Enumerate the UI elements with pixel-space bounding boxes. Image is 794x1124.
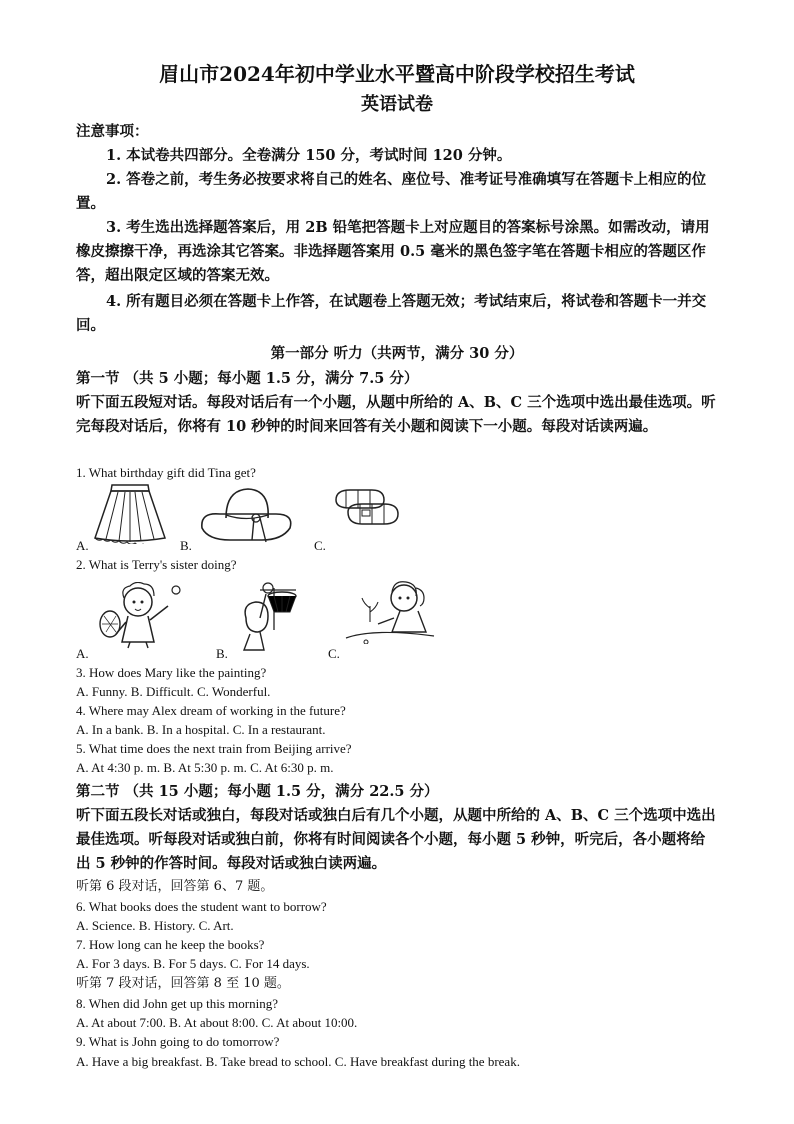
q1-option-a: A. <box>76 538 89 553</box>
section1-instruction: 听下面五段短对话。每段对话后有一个小题，从题中所给的 A、B、C 三个选项中选出最佳选项。听完每段对话后，你将有 10 秒钟的时间来回答有关小题和阅读下一小题。每段对话读两遍。 <box>76 394 716 435</box>
sandals-image <box>332 486 404 532</box>
notice-item-1: 1. 本试卷共四部分。全卷满分 150 分，考试时间 120 分钟。 <box>106 147 512 164</box>
girl-basketball-image <box>230 582 312 652</box>
section2-heading: 第二节 （共 15 小题；每小题 1.5 分，满分 22.5 分） <box>76 783 439 800</box>
girl-tennis-image <box>94 582 186 650</box>
q2-option-a: A. <box>76 646 89 661</box>
question-3: 3. How does Mary like the painting? <box>76 665 267 680</box>
question-7: 7. How long can he keep the books? <box>76 937 265 952</box>
question-8-options: A. At about 7:00. B. At about 8:00. C. At about 10:00. <box>76 1015 358 1030</box>
part1-heading: 第一部分 听力（共两节，满分 30 分） <box>270 345 524 362</box>
question-6-options: A. Science. B. History. C. Art. <box>76 918 234 933</box>
q2-option-b: B. <box>216 646 228 661</box>
notice-heading: 注意事项： <box>76 123 149 140</box>
hat-image <box>196 484 296 546</box>
dialog-7-instruction: 听第 7 段对话，回答第 8 至 10 题。 <box>76 976 290 991</box>
question-5-options: A. At 4:30 p. m. B. At 5:30 p. m. C. At 6:30 p. m. <box>76 760 334 775</box>
question-3-options: A. Funny. B. Difficult. C. Wonderful. <box>76 684 271 699</box>
question-6: 6. What books does the student want to borrow? <box>76 899 327 914</box>
q2-option-c: C. <box>328 646 340 661</box>
page-title: 眉山市2024年初中学业水平暨高中阶段学校招生考试 <box>159 62 635 86</box>
question-8: 8. When did John get up this morning? <box>76 996 278 1011</box>
question-4: 4. Where may Alex dream of working in the future? <box>76 703 346 718</box>
notice-item-2: 2. 答卷之前，考生务必按要求将自己的姓名、座位号、准考证号准确填写在答题卡上相应的位置。 <box>76 171 707 212</box>
question-5: 5. What time does the next train from Beijing arrive? <box>76 741 352 756</box>
question-2: 2. What is Terry's sister doing? <box>76 557 237 572</box>
question-1: 1. What birthday gift did Tina get? <box>76 465 256 480</box>
notice-item-4: 4. 所有题目必须在答题卡上作答，在试题卷上答题无效；考试结束后，将试卷和答题卡一并交回。 <box>76 293 707 334</box>
section2-instruction: 听下面五段长对话或独白，每段对话或独白后有几个小题，从题中所给的 A、B、C 三个选项中选出最佳选项。听每段对话或独白前，你将有时间阅读各个小题，每小题 5 秒钟，听完后，各小题将给出 5 秒钟的作答时间。每段对话或独白读两遍。 <box>76 807 716 872</box>
question-9: 9. What is John going to do tomorrow? <box>76 1034 280 1049</box>
dialog-6-instruction: 听第 6 段对话，回答第 6、7 题。 <box>76 879 274 894</box>
section1-heading: 第一节 （共 5 小题；每小题 1.5 分，满分 7.5 分） <box>76 370 419 387</box>
girl-gardening-image <box>344 578 436 644</box>
notice-item-3: 3. 考生选出选择题答案后，用 2B 铅笔把答题卡上对应题目的答案标号涂黑。如需改动，请用橡皮擦擦干净，再选涂其它答案。非选择题答案用 0.5 毫米的黑色签字笔在答题卡相应的答题区作答，超出限定区域的答案无效。 <box>76 219 710 284</box>
question-9-options: A. Have a big breakfast. B. Take bread to school. C. Have breakfast during the break. <box>76 1054 520 1069</box>
q1-option-b: B. <box>180 538 192 553</box>
page-subtitle: 英语试卷 <box>361 94 433 115</box>
question-4-options: A. In a bank. B. In a hospital. C. In a restaurant. <box>76 722 326 737</box>
q1-option-c: C. <box>314 538 326 553</box>
question-7-options: A. For 3 days. B. For 5 days. C. For 14 days. <box>76 956 310 971</box>
skirt-image <box>92 482 168 544</box>
